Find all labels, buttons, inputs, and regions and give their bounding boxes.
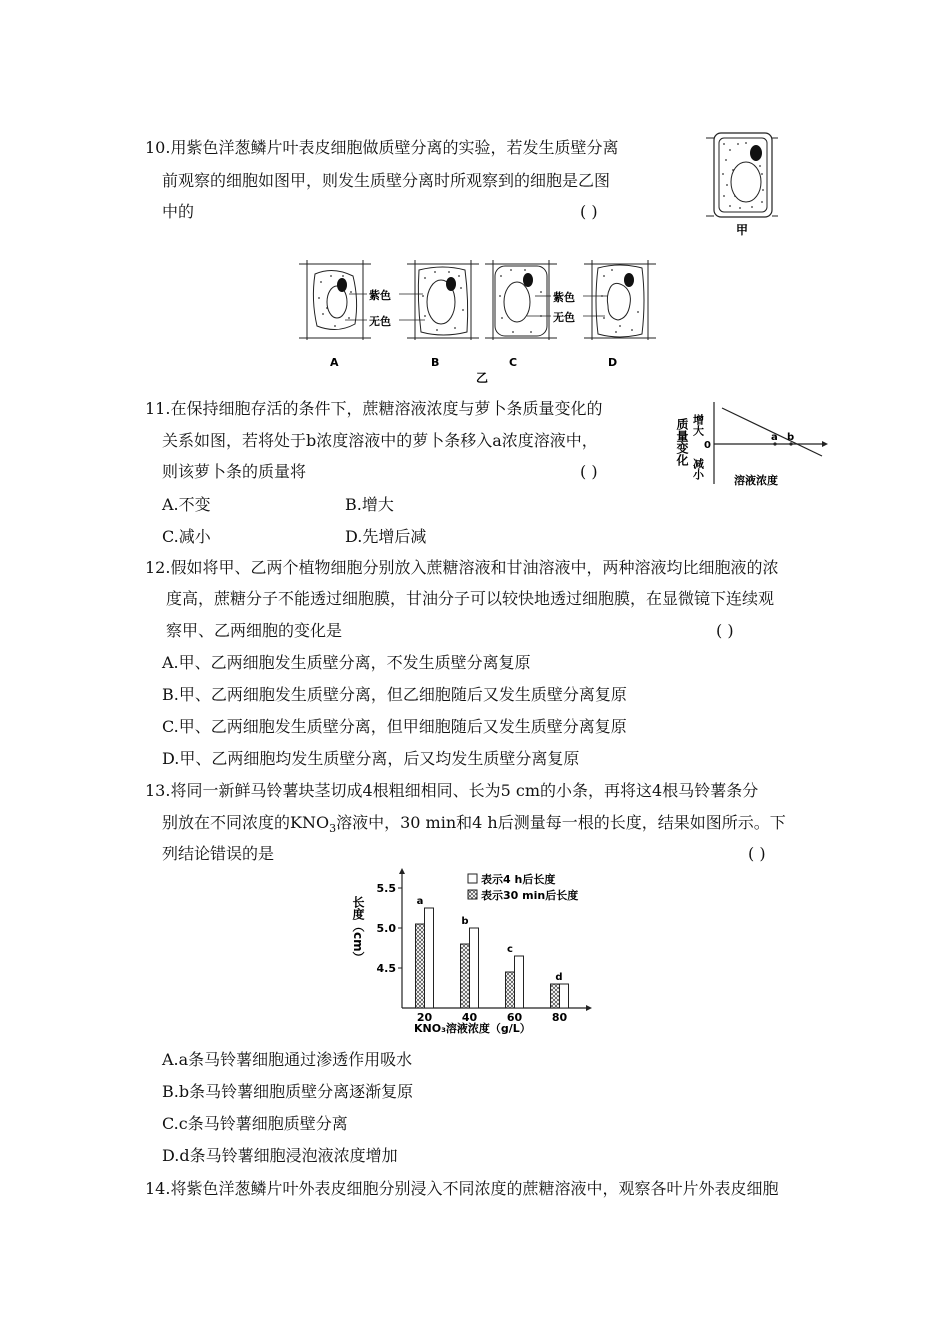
q12-line-1: 12.假如将甲、乙两个植物细胞分别放入蔗糖溶液和甘油溶液中，两种溶液均比细胞液的浓 [145, 558, 779, 577]
label-colorless-left: 无色 [369, 315, 391, 328]
q10-line-1: 10.用紫色洋葱鳞片叶表皮细胞做质壁分离的实验，若发生质壁分离 [145, 138, 619, 157]
bar-label-b: b [461, 916, 469, 927]
q13-line-2-sub: 3 [329, 822, 337, 836]
legend-swatch-30min [468, 890, 477, 899]
cell-b [407, 260, 479, 369]
cell-a-label: A [330, 356, 339, 369]
q11-option-d: D.先增后减 [345, 527, 427, 546]
q13-option-d: D.d条马铃薯细胞浸泡液浓度增加 [162, 1146, 398, 1165]
bar-30min-60 [506, 972, 515, 1008]
q12-option-c: C.甲、乙两细胞发生质壁分离，但甲细胞随后又发生质壁分离复原 [162, 717, 627, 736]
q11-graph [672, 398, 832, 494]
bar-4h-60 [515, 956, 524, 1008]
q13-bar-chart [350, 868, 610, 1044]
q13-line-2 [162, 813, 786, 839]
q14-line-1: 14.将紫色洋葱鳞片叶外表皮细胞分别浸入不同浓度的蔗糖溶液中，观察各叶片外表皮细胞 [145, 1179, 779, 1198]
legend-label-30min: 表示30 min后长度 [481, 889, 579, 902]
chart-y-label: 长度（cm） [351, 896, 365, 964]
q13-option-c: C.c条马铃薯细胞质壁分离 [162, 1114, 348, 1133]
bar-4h-20 [425, 908, 434, 1008]
y-tick-label-0: 4.5 [376, 962, 396, 975]
chart-x-label: KNO₃溶液浓度（g/L） [414, 1022, 531, 1035]
q13-line-3: 列结论错误的是 [162, 844, 275, 863]
q12-line-2: 度高，蔗糖分子不能透过细胞膜，甘油分子可以较快地透过细胞膜，在显微镜下连续观 [166, 589, 775, 608]
y-axis-label: 质量变化 [675, 418, 689, 466]
q11-line-3: 则该萝卜条的质量将 [162, 462, 307, 481]
point-a-label: a [771, 432, 778, 443]
q10-answer-paren: ( ) [580, 202, 598, 221]
q11-option-c: C.减小 [162, 527, 211, 546]
q11-line-2: 关系如图，若将处于b浓度溶液中的萝卜条移入a浓度溶液中， [162, 431, 598, 450]
y-top-label: 增大 [691, 414, 705, 436]
q11-option-b: B.增大 [345, 495, 394, 514]
bar-4h-80 [560, 984, 569, 1008]
q13-line-2-pre: 别放在不同浓度的KNO [162, 813, 330, 832]
cell-d [584, 260, 656, 369]
q11-answer-paren: ( ) [580, 462, 598, 481]
bar-label-c: c [507, 944, 513, 955]
q10-line-3: 中的 [162, 202, 195, 221]
y-zero-label: 0 [704, 440, 711, 451]
x-tick-label-80: 80 [551, 1011, 568, 1024]
y-bottom-label: 减小 [691, 458, 705, 480]
q11-line-1: 11.在保持细胞存活的条件下，蔗糖溶液浓度与萝卜条质量变化的 [145, 399, 603, 418]
q13-line-2-post: 溶液中，30 min和4 h后测量每一根的长度，结果如图所示。下 [336, 813, 786, 832]
q11-option-a: A.不变 [162, 495, 211, 514]
bar-label-a: a [416, 896, 424, 907]
q12-option-d: D.甲、乙两细胞均发生质壁分离，后又均发生质壁分离复原 [162, 749, 580, 768]
x-tick-label-60: 60 [506, 1011, 523, 1024]
q12-line-3: 察甲、乙两细胞的变化是 [166, 621, 343, 640]
label-purple-left: 紫色 [369, 289, 391, 302]
figure-jia [700, 130, 780, 240]
cell-a [299, 260, 371, 369]
figure-yi-label: 乙 [476, 371, 489, 384]
legend-label-4h: 表示4 h后长度 [481, 873, 556, 886]
legend-swatch-4h [468, 874, 477, 883]
figure-yi [295, 252, 665, 384]
bar-30min-80 [551, 984, 560, 1008]
cell-d-label: D [608, 356, 618, 369]
point-b-label: b [787, 432, 795, 443]
cell-c-label: C [509, 356, 518, 369]
x-tick-label-20: 20 [416, 1011, 433, 1024]
bar-30min-40 [461, 944, 470, 1008]
x-tick-label-40: 40 [461, 1011, 478, 1024]
q13-option-a: A.a条马铃薯细胞通过渗透作用吸水 [162, 1050, 413, 1069]
cell-b-label: B [431, 356, 440, 369]
y-tick-label-2: 5.5 [376, 882, 396, 895]
cell-c [485, 260, 557, 369]
bar-label-d: d [555, 972, 563, 983]
q13-line-1: 13.将同一新鲜马铃薯块茎切成4根粗细相同、长为5 cm的小条，再将这4根马铃薯条分 [145, 781, 759, 800]
x-axis-label: 溶液浓度 [734, 474, 778, 487]
figure-jia-label: 甲 [736, 223, 749, 237]
q10-line-2: 前观察的细胞如图甲，则发生质壁分离时所观察到的细胞是乙图 [162, 171, 611, 190]
bar-4h-40 [470, 928, 479, 1008]
label-colorless-right: 无色 [553, 311, 575, 324]
q12-option-b: B.甲、乙两细胞发生质壁分离，但乙细胞随后又发生质壁分离复原 [162, 685, 627, 704]
q13-option-b: B.b条马铃薯细胞质壁分离逐渐复原 [162, 1082, 414, 1101]
label-purple-right: 紫色 [553, 291, 575, 304]
q13-answer-paren: ( ) [748, 844, 766, 863]
bar-chart-svg [350, 868, 610, 1044]
bar-30min-20 [416, 924, 425, 1008]
q12-answer-paren: ( ) [716, 621, 734, 640]
y-tick-label-1: 5.0 [376, 922, 396, 935]
q12-option-a: A.甲、乙两细胞发生质壁分离，不发生质壁分离复原 [162, 653, 531, 672]
